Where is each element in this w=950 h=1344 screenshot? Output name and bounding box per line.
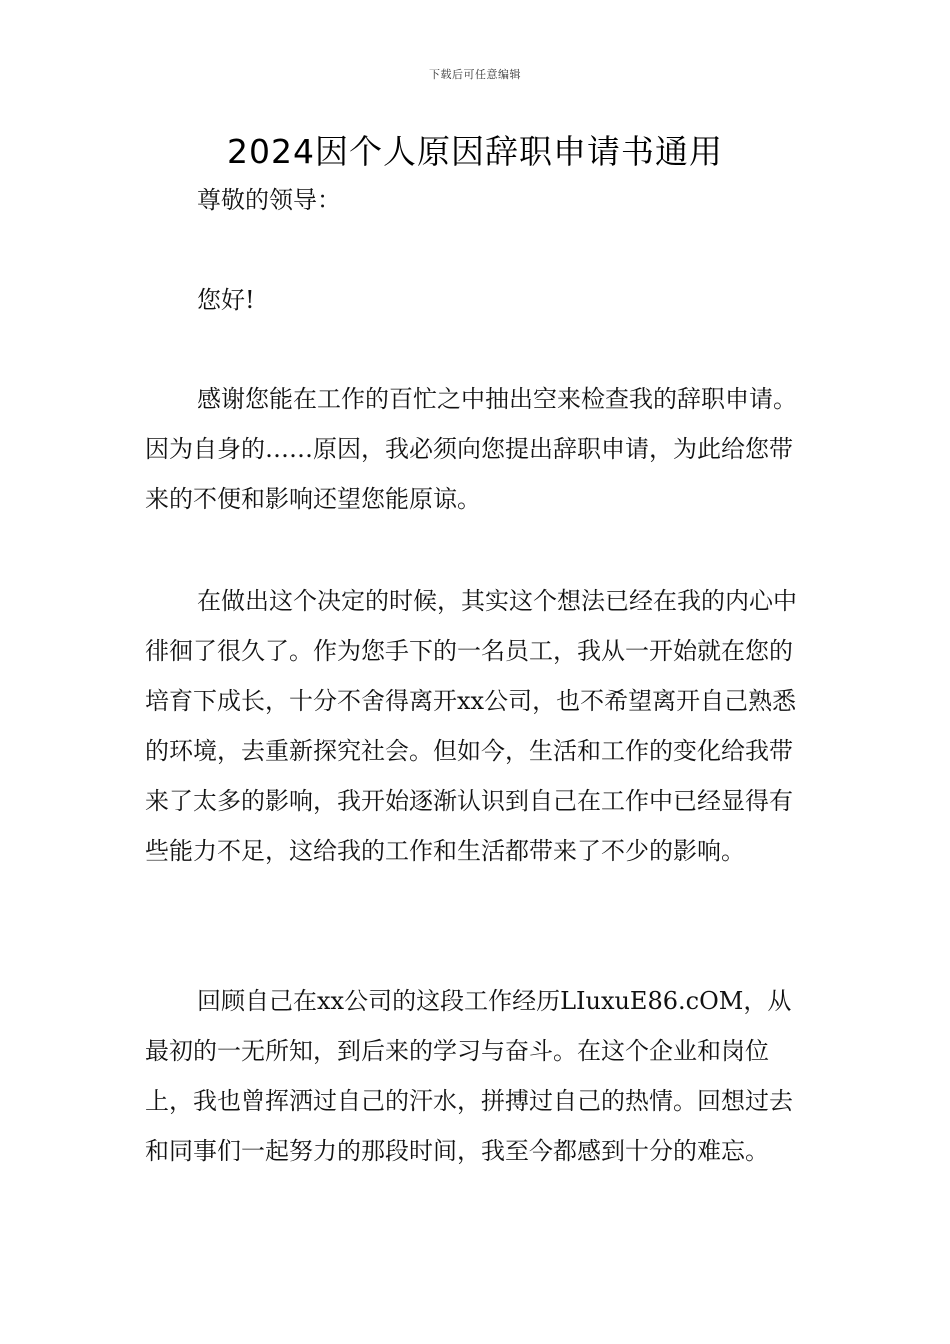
salutation: 尊敬的领导： [197, 186, 341, 214]
paragraph: 在做出这个决定的时候，其实这个想法已经在我的内心中徘徊了很久了。作为您手下的一名员工，我从一开始就在您的培育下成长，十分不舍得离开xx公司，也不希望离开自己熟悉的环境，去重新探究社会。但如今，生活和工作的变化给我带来了太多的影响，我开始逐渐认识到自己在工作中已经显得有些能力不足，这给我的工作和生活都带来了不少的影响。 [145, 587, 797, 865]
header-note: 下载后可任意编辑 [429, 68, 521, 81]
paragraph: 感谢您能在工作的百忙之中抽出空来检查我的辞职申请。因为自身的……原因，我必须向您提出辞职申请，为此给您带来的不便和影响还望您能原谅。 [145, 385, 797, 513]
document-title: 2024因个人原因辞职申请书通用 [227, 132, 723, 171]
paragraph: 回顾自己在xx公司的这段工作经历LIuxuE86.cOM，从最初的一无所知，到后来的学习与奋斗。在这个企业和岗位上，我也曾挥洒过自己的汗水，拼搏过自己的热情。回想过去和同事们一起努力的那段时间，我至今都感到十分的难忘。 [145, 987, 793, 1165]
greeting: 您好! [197, 286, 255, 314]
